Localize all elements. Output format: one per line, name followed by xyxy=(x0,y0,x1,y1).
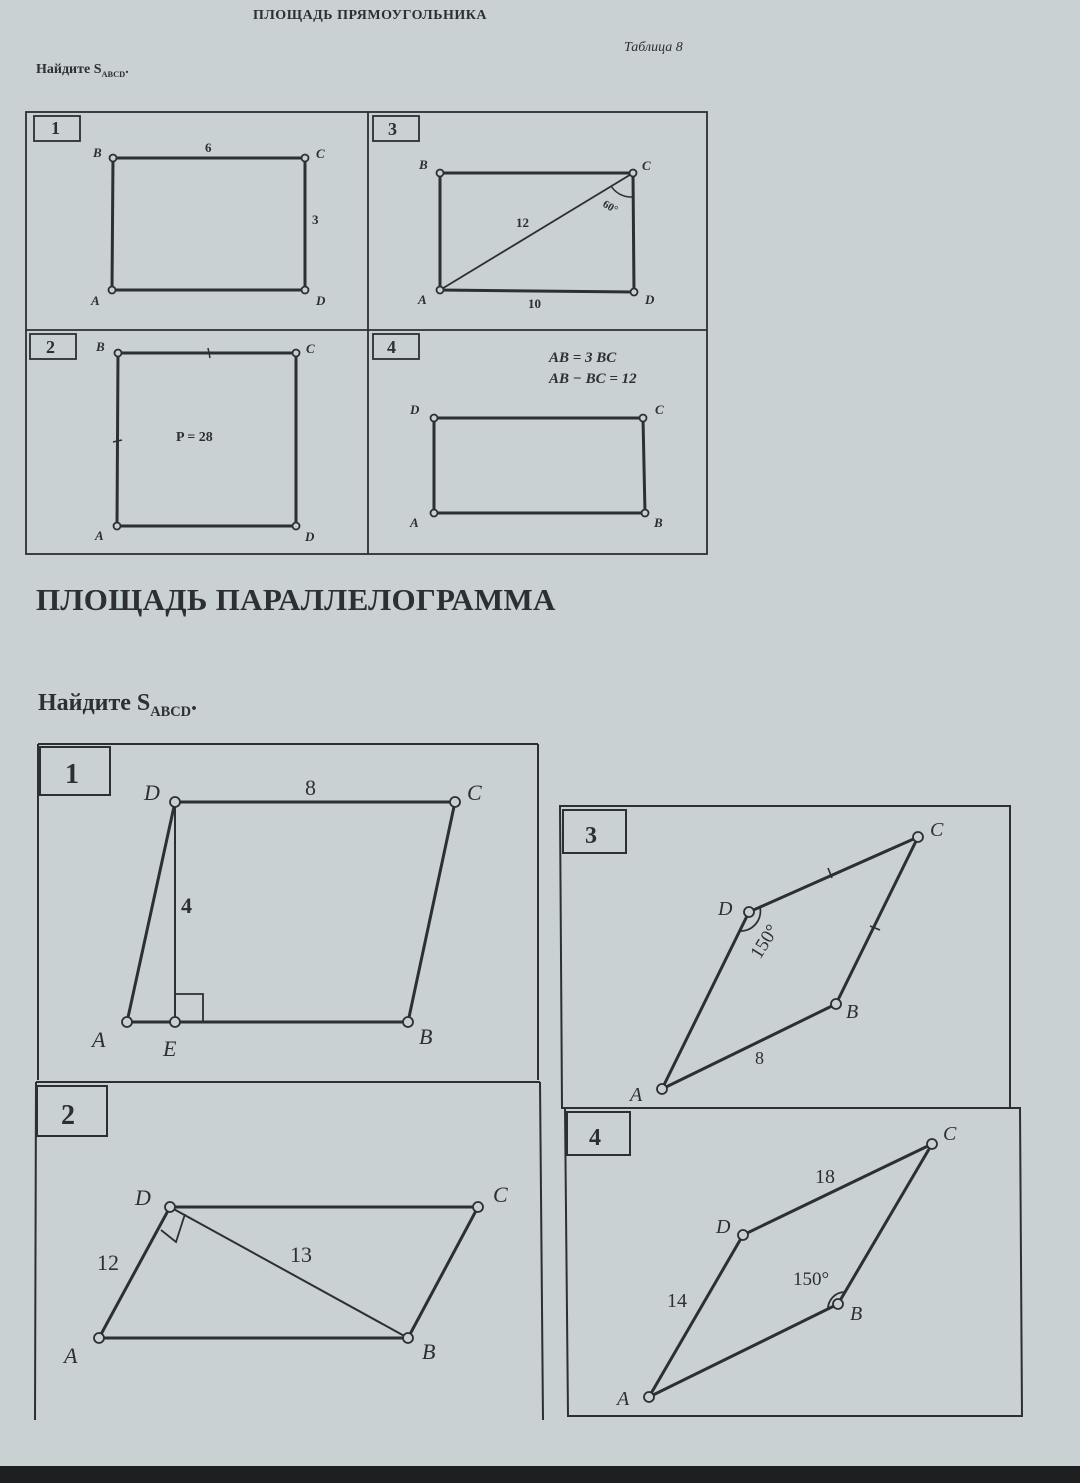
para-cell3-number: 3 xyxy=(585,823,597,849)
para3-label-c: C xyxy=(930,819,944,841)
section-title-parallelogram-area: ПЛОЩАДЬ ПАРАЛЛЕЛОГРАММА xyxy=(36,582,556,617)
rect3-diagonal xyxy=(440,173,633,290)
rect3-diagonal-label: 12 xyxy=(516,215,529,230)
rect-cell1-number: 1 xyxy=(51,118,60,138)
rect1-side-bc: 6 xyxy=(205,140,212,155)
task-instruction-rect: Найдите $S_{ABCD}$. xyxy=(36,62,129,79)
para2-label-a: A xyxy=(64,1343,78,1368)
para4-label-a: A xyxy=(617,1388,630,1410)
rect2-label-a: A xyxy=(95,528,104,543)
para-cell1-number: 1 xyxy=(65,759,79,790)
para4-label-c: C xyxy=(943,1123,957,1145)
bottom-dark-strip xyxy=(0,1466,1080,1483)
para2-label-c: C xyxy=(493,1182,508,1207)
rect-cell2-number: 2 xyxy=(46,337,55,357)
vertex-dots xyxy=(94,155,937,1403)
rect4-condition-2: AB − BC = 12 xyxy=(549,371,637,387)
rect3-angle: 60° xyxy=(600,198,620,217)
rect4-label-c: C xyxy=(655,402,664,417)
para3-side-ab: 8 xyxy=(755,1048,764,1068)
para2-diagonal-label: 13 xyxy=(290,1242,312,1267)
para4-side-ad: 14 xyxy=(667,1290,687,1312)
para2-label-b: B xyxy=(422,1339,436,1364)
rect3-label-c: C xyxy=(642,158,651,173)
para3-label-b: B xyxy=(846,1001,859,1023)
rect3-label-b: B xyxy=(419,157,428,172)
table-label: Таблица 8 xyxy=(624,40,683,55)
para1-label-b: B xyxy=(419,1024,433,1049)
para1-shape xyxy=(127,802,455,1022)
para2-side-ad: 12 xyxy=(97,1250,119,1275)
rect2-label-b: B xyxy=(96,339,105,354)
rect2-label-c: C xyxy=(306,341,315,356)
rect4-label-a: A xyxy=(410,515,419,530)
rect4-label-b: B xyxy=(654,515,663,530)
rect1-label-a: A xyxy=(91,293,100,308)
para3-label-a: A xyxy=(630,1084,643,1106)
para2-label-d: D xyxy=(135,1185,151,1210)
rect3-side-ad: 10 xyxy=(528,296,541,311)
rect1-shape xyxy=(112,158,305,290)
para-table-grid xyxy=(35,744,1022,1420)
rect2-perimeter: P = 28 xyxy=(176,430,213,445)
rect4-label-d: D xyxy=(410,402,420,417)
para2-diagonal xyxy=(170,1207,408,1338)
rect-cell3-number: 3 xyxy=(388,119,397,139)
para-cell2-number: 2 xyxy=(61,1100,75,1131)
para3-shape xyxy=(662,837,918,1089)
rect1-label-b: B xyxy=(93,145,102,160)
rect4-condition-1: AB = 3 BC xyxy=(549,350,617,366)
rect1-side-cd: 3 xyxy=(312,212,319,227)
rect1-label-c: C xyxy=(316,146,325,161)
rect4-shape xyxy=(434,418,645,513)
para-cell4-number: 4 xyxy=(589,1125,601,1151)
para1-label-c: C xyxy=(467,780,482,805)
page-title-rectangle-area: ПЛОЩАДЬ ПРЯМОУГОЛЬНИКА xyxy=(252,8,487,23)
para4-angle: 150° xyxy=(793,1269,830,1290)
task-instruction-parallelogram: Найдите $S_{ABCD}$. xyxy=(38,690,198,720)
rect3-label-a: A xyxy=(418,292,427,307)
para1-label-a: A xyxy=(92,1027,106,1052)
para4-shape xyxy=(649,1144,932,1397)
para3-angle: 150° xyxy=(746,920,784,963)
rect2-label-d: D xyxy=(305,529,315,544)
para4-label-b: B xyxy=(850,1303,863,1325)
rect3-label-d: D xyxy=(645,292,655,307)
para1-side-dc: 8 xyxy=(305,775,316,800)
para1-label-d: D xyxy=(144,780,160,805)
rect-table-grid xyxy=(26,112,707,554)
para1-label-e: E xyxy=(163,1036,177,1061)
para1-height-label: 4 xyxy=(181,893,192,918)
para3-label-d: D xyxy=(718,898,733,920)
rect-cell4-number: 4 xyxy=(387,337,396,357)
para4-label-d: D xyxy=(716,1216,731,1238)
rect1-label-d: D xyxy=(316,293,326,308)
para4-side-dc: 18 xyxy=(815,1166,835,1188)
